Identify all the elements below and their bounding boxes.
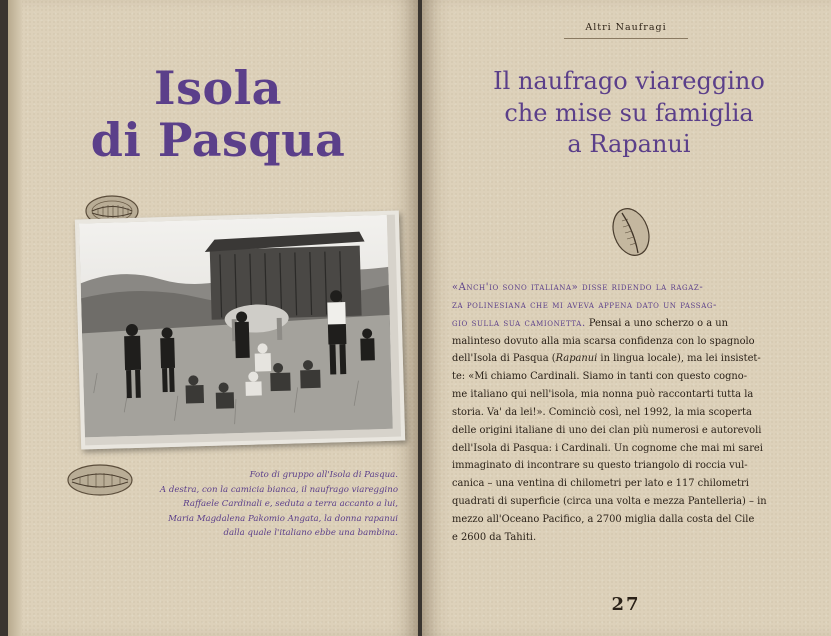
body-line: te: «Mi chiamo Cardinali. Siamo in tanti con questo cogno- (452, 371, 748, 383)
body-line: za polinesiana che mi aveva appena dato un passag- (452, 299, 717, 311)
chapter-title-line: a Rapanui (567, 130, 691, 158)
body-line (452, 350, 812, 368)
chapter-title-line: Il naufrago viareggino (493, 67, 765, 95)
chapter-title-line: che mise su famiglia (504, 98, 754, 127)
caption-line: A destra, con la camicia bianca, il naufrago viareggino (159, 484, 398, 495)
body-text-span: dell'Isola di Pasqua ( (452, 353, 556, 365)
body-italic-text: Rapanui (555, 353, 598, 365)
cowrie-shell-illustration (608, 203, 654, 261)
left-page (8, 0, 418, 636)
caption-line: Raffaele Cardinali e, seduta a terra accanto a lui, (183, 499, 398, 510)
historical-group-photo (75, 211, 405, 450)
body-line: immaginato di incontrare su questo triangolo di roccia vul- (452, 460, 748, 472)
chapter-title (452, 66, 806, 161)
body-line: «Anch'io sono italiana» disse ridendo la ragaz- (452, 282, 704, 293)
body-line (452, 315, 812, 333)
caption-line: Foto di gruppo all'Isola di Pasqua. (249, 470, 398, 480)
article-body (452, 279, 812, 547)
body-text-span: in lingua locale), ma lei insistet- (597, 353, 761, 365)
body-line: e 2600 da Tahiti. (452, 531, 537, 543)
section-title-line: Isola (154, 61, 282, 115)
section-title (48, 62, 388, 166)
body-line: delle origini italiane di uno dei clan più numerosi e autorevoli (452, 424, 762, 436)
body-text-span: Pensai a uno scherzo o a un (585, 317, 728, 329)
open-book (8, 0, 831, 636)
running-head: Altri Naufragi (564, 22, 688, 39)
body-line: dell'Isola di Pasqua: i Cardinali. Un cognome che mai mi sarei (452, 442, 763, 454)
body-line: mezzo all'Oceano Pacifico, a 2700 miglia dalla costa del Cile (452, 513, 755, 525)
right-page (422, 0, 831, 636)
body-line: storia. Va' da lei!». Cominciò così, nel 1992, la mia scoperta (452, 406, 752, 418)
body-line: canica – una ventina di chilometri per lato e 117 chilometri (452, 478, 749, 490)
body-line: quadrati di superficie (circa una volta e mezza Pantelleria) – in (452, 496, 767, 508)
page-edge (8, 0, 22, 636)
page-number: 27 (611, 594, 641, 615)
section-title-line: di Pasqua (90, 113, 346, 167)
caption-line: Maria Magdalena Pakomio Angata, la donna rapanui (168, 513, 398, 524)
caption-line: dalla quale l'italiano ebbe una bambina. (223, 528, 398, 539)
body-smallcaps-text: gio sulla sua camionetta. (452, 317, 586, 329)
body-line: me italiano qui nell'isola, mia nonna può raccontarti tutta la (452, 389, 754, 401)
body-line: malinteso dovuto alla mia scarsa confidenza con lo spagnolo (452, 335, 755, 347)
cowrie-shell-illustration (66, 460, 134, 500)
photo-caption (126, 468, 398, 541)
